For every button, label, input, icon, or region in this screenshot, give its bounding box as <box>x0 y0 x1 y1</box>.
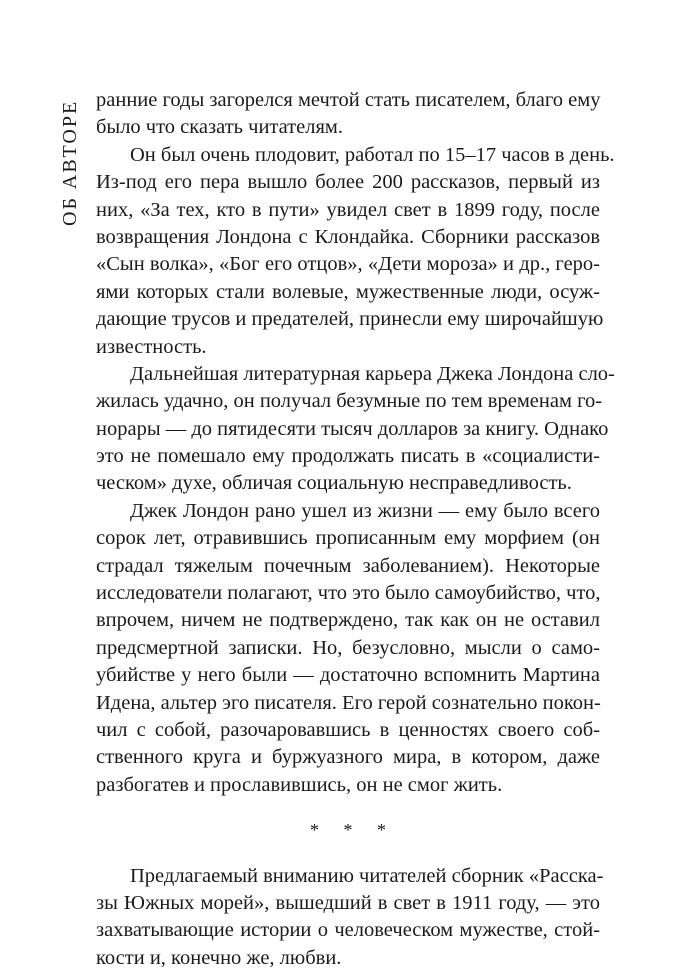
text-line: норары — до пятидесяти тысяч долларов за книгу. Однако <box>96 417 609 440</box>
paragraph-closing <box>96 863 604 972</box>
text-line: это не помешало ему продолжать писать в «социалисти- <box>96 445 600 468</box>
text-line: ями которых стали волевые, мужественные люди, осуж- <box>96 280 600 303</box>
text-line: захватывающие истории о человеческом мужестве, стой- <box>96 919 600 942</box>
paragraph-3 <box>96 361 615 498</box>
text-line: Он был очень плодовит, работал по 15–17 часов в день. <box>130 143 615 166</box>
text-line: Дальнейшая литературная карьера Джека Лондона сло- <box>130 362 615 385</box>
text-line: ственного круга и буржуазного мира, в котором, даже <box>96 746 600 769</box>
text-line: ранние годы загорелся мечтой стать писателем, благо ему <box>96 89 601 111</box>
text-line: Идена, альтер эго писателя. Его герой сознательно покон- <box>96 691 601 714</box>
text-line: страдал тяжелым почечным заболеванием). Некоторые <box>96 554 600 577</box>
text-line: зы Южных морей», вышедший в свет в 1911 году, — это <box>96 891 600 914</box>
text-line: было что сказать читателям. <box>96 116 344 139</box>
text-line: ческом» духе, обличая социальную несправедливость. <box>96 472 572 495</box>
text-line: предсмертной записки. Но, безусловно, мысли о само- <box>96 636 600 659</box>
text-line: сорок лет, отравившись прописанным ему морфием (он <box>96 527 600 550</box>
paragraph-4 <box>96 498 600 799</box>
text-line: Джек Лондон рано ушел из жизни — ему было всего <box>130 499 600 522</box>
text-line: дающие трусов и предателей, принесли ему широчайшую <box>96 308 604 331</box>
text-line: возвращения Лондона с Клондайка. Сборники рассказов <box>96 225 600 248</box>
text-line: известность. <box>96 335 207 358</box>
text-line: убийстве у него были — достаточно вспомнить Мартина <box>96 664 600 687</box>
text-line: исследователи полагают, что это было самоубийство, что, <box>96 582 601 605</box>
text-line: кости и, конечно же, любви. <box>96 946 342 969</box>
text-line: них, «За тех, кто в пути» увидел свет в 1899 году, после <box>96 198 600 221</box>
text-line: жилась удачно, он получал безумные по тем временам го- <box>96 390 603 413</box>
section-separator: * * * <box>310 820 396 841</box>
paragraph-2 <box>96 142 615 361</box>
text-line: впрочем, ничем не подтверждено, так как он не оставил <box>96 609 600 632</box>
paragraph-1 <box>96 87 600 142</box>
text-line: Из-под его пера вышло более 200 рассказов, первый из <box>96 171 600 194</box>
text-line: разбогатев и прославившись, он не смог жить. <box>96 773 503 796</box>
text-line: чил с собой, разочаровавшись в ценностях своего соб- <box>96 718 600 741</box>
running-header: ОБ АВТОРЕ <box>59 99 81 226</box>
text-line: «Сын волка», «Бог его отцов», «Дети мороза» и др., геро- <box>96 253 600 276</box>
text-line: Предлагаемый вниманию читателей сборник «Расска- <box>130 864 604 887</box>
page-body <box>96 87 615 972</box>
